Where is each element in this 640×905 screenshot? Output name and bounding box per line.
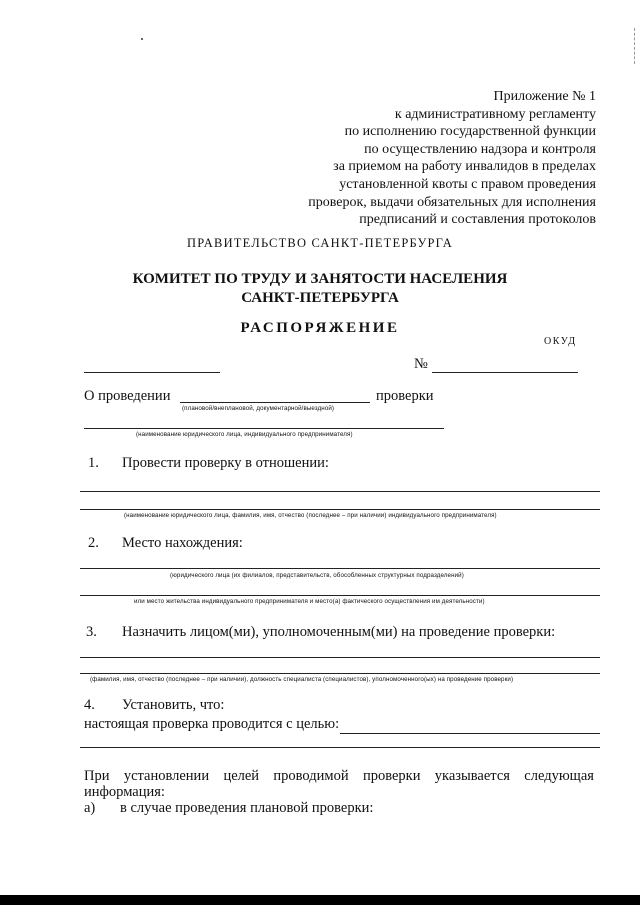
entity-name-field-line[interactable] — [84, 428, 444, 429]
appendix-line: установленной квоты с правом проведения — [339, 176, 596, 192]
committee-title-line1: КОМИТЕТ ПО ТРУДУ И ЗАНЯТОСТИ НАСЕЛЕНИЯ — [132, 271, 508, 287]
info-paragraph-line-1 — [84, 768, 594, 785]
item-4-number: 4. — [84, 697, 95, 713]
item-1-field-line-1[interactable] — [80, 491, 600, 492]
info-word: проверки — [362, 768, 421, 784]
item-3-caption: (фамилия, имя, отчество (последнее – при наличии), должность специалиста (специалистов), уполномоченного(ых) на проведение проверки) — [90, 676, 514, 683]
item-3-field-line-2[interactable] — [80, 673, 600, 674]
item-4-subtext: настоящая проверка проводится с целью: — [84, 716, 340, 732]
info-word: установлении — [123, 768, 210, 784]
info-word: указывается — [434, 768, 510, 784]
scan-speck — [141, 38, 143, 40]
number-field-line[interactable] — [432, 372, 578, 373]
date-field-line[interactable] — [84, 372, 220, 373]
item-2-caption-2: или место жительства индивидуального предпринимателя и место(а) фактического осуществления им деятельности) — [134, 598, 485, 605]
item-1-number: 1. — [88, 455, 99, 471]
item-3-field-line-1[interactable] — [80, 657, 600, 658]
item-3-number: 3. — [86, 624, 97, 640]
appendix-line: за приемом на работу инвалидов в пределах — [333, 159, 596, 175]
item-2-text: Место нахождения: — [122, 535, 243, 551]
inspection-type-caption: (плановой/внеплановой, документарной/выездной) — [182, 405, 335, 412]
info-word: проводимой — [273, 768, 349, 784]
appendix-line: по осуществлению надзора и контроля — [364, 141, 596, 157]
document-type-title: РАСПОРЯЖЕНИЕ — [240, 320, 400, 336]
item-2-field-line-1[interactable] — [80, 568, 600, 569]
appendix-line: Приложение № 1 — [493, 89, 596, 104]
sub-item-a-label: а) — [84, 800, 96, 816]
number-sign: № — [414, 356, 428, 372]
sub-item-a-text: в случае проведения плановой проверки: — [120, 800, 374, 816]
purpose-field-line-2[interactable] — [80, 747, 600, 748]
appendix-line: предписаний и составления протоколов — [359, 212, 596, 228]
appendix-line: по исполнению государственной функции — [344, 124, 596, 140]
entity-name-caption: (наименование юридического лица, индивидуального предпринимателя) — [136, 431, 353, 438]
info-paragraph-line-2: информация: — [84, 784, 165, 800]
committee-title — [0, 270, 640, 308]
item-2-field-line-2[interactable] — [80, 595, 600, 596]
subject-suffix: проверки — [376, 388, 434, 404]
item-1-text: Провести проверку в отношении: — [122, 455, 329, 471]
item-4-text: Установить, что: — [122, 697, 225, 713]
subject-prefix: О проведении — [84, 388, 171, 404]
info-word: При — [84, 768, 110, 784]
scan-bottom-edge — [0, 895, 640, 905]
item-1-field-line-2[interactable] — [80, 509, 600, 510]
item-2-caption-1: (юридического лица (их филиалов, представительств, обособленных структурных подразделений) — [170, 572, 464, 579]
okud-label: ОКУД — [544, 336, 577, 347]
item-2-number: 2. — [88, 535, 99, 551]
info-word: целей — [223, 768, 260, 784]
scan-edge-mark — [634, 28, 636, 64]
inspection-type-field-line[interactable] — [180, 402, 370, 403]
item-1-caption: (наименование юридического лица, фамилия, имя, отчество (последнее – при наличии) индивидуального предпринимателя) — [124, 512, 497, 519]
appendix-block — [256, 88, 596, 229]
item-3-text: Назначить лицом(ми), уполномоченным(ми) на проведение проверки: — [122, 624, 556, 640]
appendix-line: к административному регламенту — [394, 106, 596, 122]
info-word: следующая — [524, 768, 594, 784]
committee-title-line2: САНКТ-ПЕТЕРБУРГА — [241, 290, 399, 306]
government-title: ПРАВИТЕЛЬСТВО САНКТ-ПЕТЕРБУРГА — [187, 236, 453, 250]
purpose-field-line-1[interactable] — [340, 733, 600, 734]
appendix-line: проверок, выдачи обязательных для исполнения — [308, 194, 596, 210]
